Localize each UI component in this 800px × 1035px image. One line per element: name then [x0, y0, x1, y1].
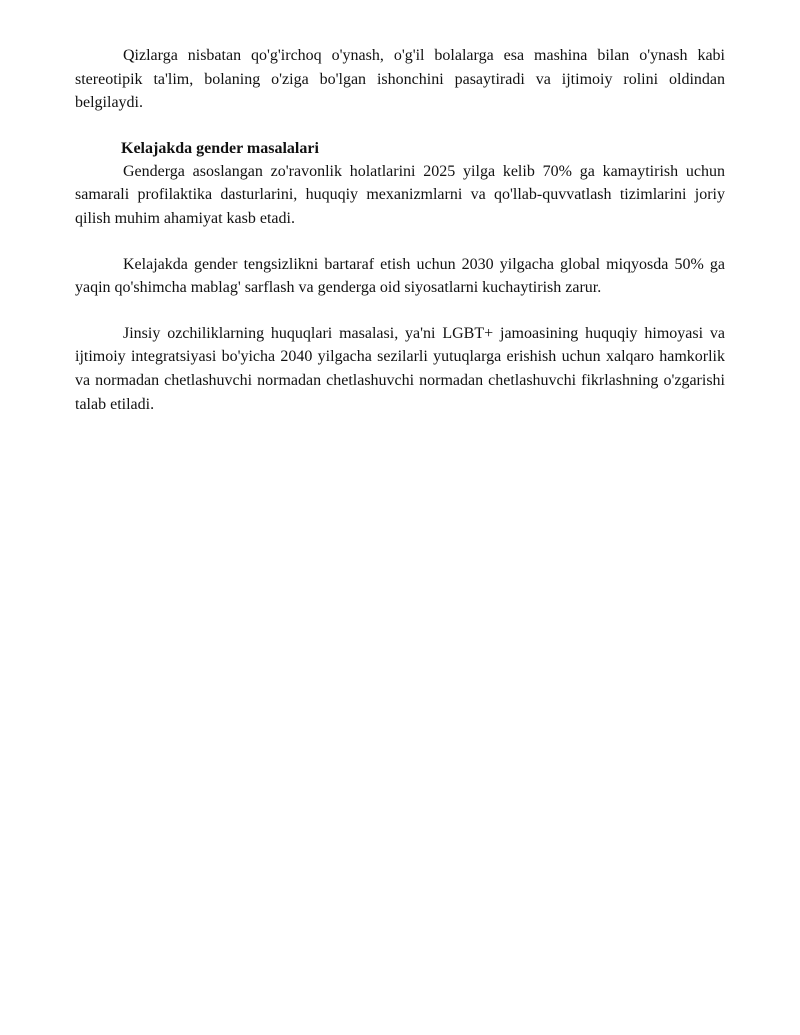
- paragraph-spacer: [75, 231, 725, 253]
- document-body: [75, 44, 725, 416]
- section-heading: Kelajakda gender masalalari: [121, 139, 319, 157]
- paragraph-spacer: [75, 300, 725, 322]
- paragraph-minority-rights: Jinsiy ozchiliklarning huquqlari masalasi, ya'ni LGBT+ jamoasining huquqiy himoyasi va ijtimoiy integratsiyasi bo'yicha 2040 yilgacha sezilarli yutuqlarga erishish uchun xalqaro hamkorlik va normadan chetlashuvchi normadan chetlashuvchi normadan chetlashuvchi fikrlashning o'zgarishi talab etiladi.: [75, 324, 725, 413]
- paragraph-violence: Genderga asoslangan zo'ravonlik holatlarini 2025 yilga kelib 70% ga kamaytirish uchun samarali profilaktika dasturlarini, huquqiy mexanizmlarni va qo'llab-quvvatlash tizimlarini joriy qilish muhim ahamiyat kasb etadi.: [75, 162, 725, 227]
- paragraph-spacer: [75, 115, 725, 137]
- paragraph-stereotypes: Qizlarga nisbatan qo'g'irchoq o'ynash, o'g'il bolalarga esa mashina bilan o'ynash kabi stereotipik ta'lim, bolaning o'ziga bo'lgan ishonchini pasaytiradi va ijtimoiy rolini oldindan belgilaydi.: [75, 47, 725, 112]
- paragraph-inequality: Kelajakda gender tengsizlikni bartaraf etish uchun 2030 yilgacha global miqyosda 50% ga yaqin qo'shimcha mablag' sarflash va genderga oid siyosatlarni kuchaytirish zarur.: [75, 255, 725, 297]
